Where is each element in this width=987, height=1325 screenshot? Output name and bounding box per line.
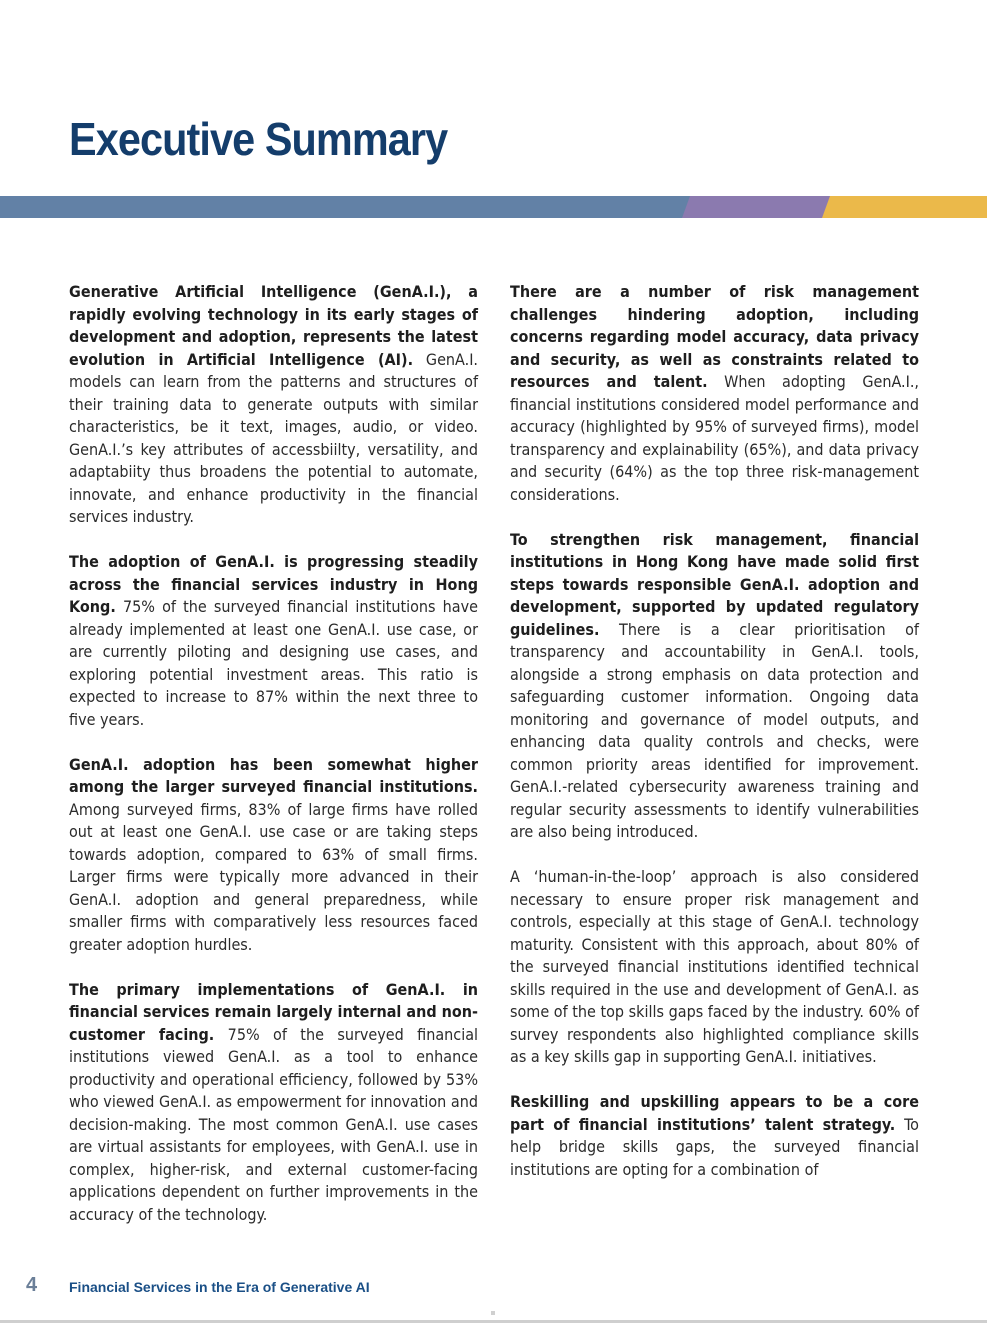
page-bottom-edge xyxy=(0,1320,987,1323)
paragraph-lead: Generative Artificial Intelligence (GenA.I.), a rapidly evolving technology in its early stages of development and adoption, represents the latest evolution in Artificial Intelligence (AI). xyxy=(69,282,478,369)
paragraph xyxy=(510,281,919,506)
paragraph-lead: The adoption of GenA.I. is progressing steadily across the financial services industry in Hong Kong. xyxy=(69,552,478,616)
paragraph xyxy=(510,1091,919,1181)
paragraph-body: Among surveyed firms, 83% of large firms have rolled out at least one GenA.I. use case or are taking steps towards adoption, compared to 63% of small firms. Larger firms were typically more advanced in their GenA.I. adoption and general preparedness, while smaller firms with comparatively less resources faced greater adoption hurdles. xyxy=(69,799,478,954)
footer-dot xyxy=(491,1311,495,1315)
paragraph-body: 75% of the surveyed financial institutions viewed GenA.I. as a tool to enhance productivity and operational efficiency, followed by 53% who viewed GenA.I. as empowerment for innovation and decision-making. The most common GenA.I. use cases are virtual assistants for employees, with GenA.I. use in complex, higher-risk, and external customer-facing applications dependent on further improvements in the accuracy of the technology. xyxy=(69,1024,479,1224)
paragraph-lead: The primary implementations of GenA.I. in financial services remain largely internal and non-customer facing. xyxy=(69,979,478,1044)
paragraph-lead: To strengthen risk management, financial institutions in Hong Kong have made solid first steps towards responsible GenA.I. adoption and development, supported by updated regulatory guidelines. xyxy=(510,529,919,639)
footer-title: Financial Services in the Era of Generative AI xyxy=(69,1279,370,1295)
paragraph-body: When adopting GenA.I., financial institutions considered model performance and accuracy (highlighted by 95% of surveyed firms), model transparency and explainability (65%), and data privacy and security (64%) as the top three risk-management considerations. xyxy=(510,372,919,504)
paragraph-lead: There are a number of risk management challenges hindering adoption, including concerns regarding model accuracy, data privacy and security, as well as constraints related to resources and talent. xyxy=(510,282,919,391)
paragraph-body: 75% of the surveyed financial institutions have already implemented at least one GenA.I. use case, or are currently piloting and designing use cases, and exploring potential investment areas. This ratio is expected to increase to 87% within the next three to five years. xyxy=(69,597,478,729)
page-number: 4 xyxy=(26,1274,38,1296)
paragraph xyxy=(510,529,919,844)
paragraph-body: GenA.I. models can learn from the patterns and structures of their training data to generate outputs with similar characteristics, be it text, images, audio, or video. GenA.I.’s key attributes of accessbiilty, versatility, and adaptabiity thus broadens the potential to automate, innovate, and enhance productivity in the financial services industry. xyxy=(69,349,479,526)
paragraph-body: To help bridge skills gaps, the surveyed financial institutions are opting for a combination of xyxy=(510,1114,919,1179)
paragraph-lead: Reskilling and upskilling appears to be a core part of financial institutions’ talent strategy. xyxy=(510,1092,919,1134)
paragraph xyxy=(69,281,478,529)
paragraph xyxy=(510,866,919,1069)
header-band-purple xyxy=(682,196,832,218)
page-title: Executive Summary xyxy=(69,113,448,165)
paragraph xyxy=(69,979,478,1227)
paragraph-body: There is a clear prioritisation of transparency and accountability in GenA.I. tools, alongside a strong emphasis on data protection and safeguarding customer information. Ongoing data monitoring and governance of model outputs, and enhancing data quality controls and checks, were common priority areas identified for improvement. GenA.I.-related cybersecurity awareness training and regular security assessments to identify vulnerabilities are also being introduced. xyxy=(510,619,919,841)
paragraph-lead: GenA.I. adoption has been somewhat higher among the larger surveyed financial institutions. xyxy=(69,754,478,796)
header-band-blue xyxy=(0,196,690,218)
header-band-gold xyxy=(822,196,987,218)
paragraph xyxy=(69,551,478,731)
right-column xyxy=(510,281,919,1204)
paragraph-body: A ‘human-in-the-loop’ approach is also considered necessary to ensure proper risk management and controls, especially at this stage of GenA.I. technology maturity. Consistent with this approach, about 80% of the surveyed financial institutions identified technical skills required in the use and development of GenA.I. as some of the top skills gaps faced by the industry. 60% of survey respondents also highlighted compliance skills as a key skills gap in supporting GenA.I. initiatives. xyxy=(510,867,919,1066)
paragraph xyxy=(69,754,478,957)
left-column xyxy=(69,281,478,1249)
